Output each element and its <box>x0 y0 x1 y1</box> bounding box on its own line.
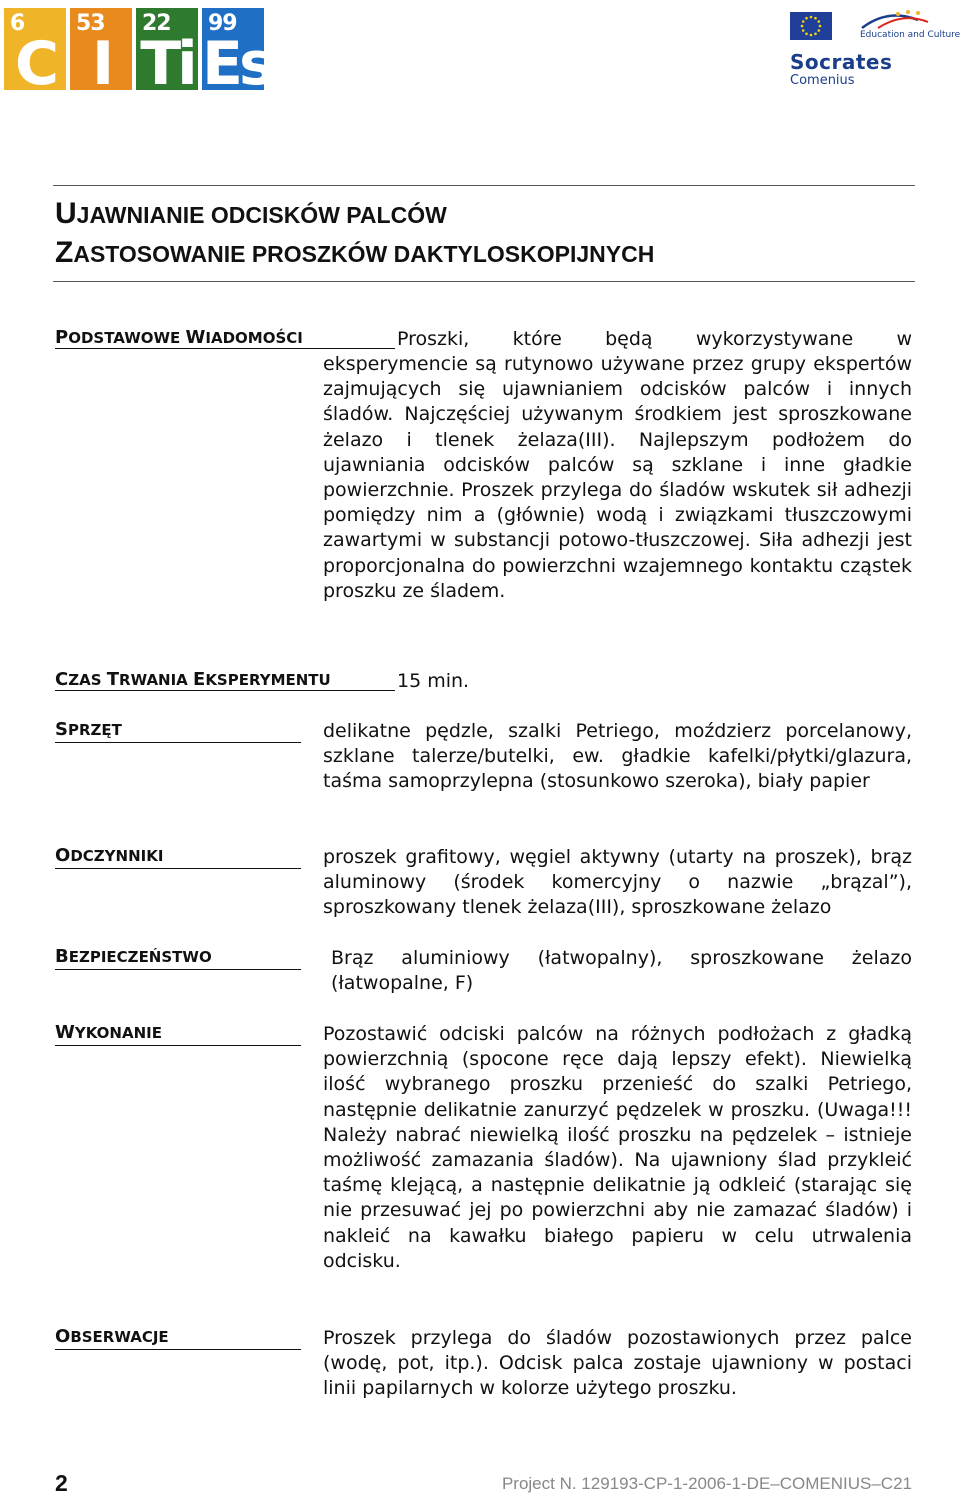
section-label-reagents: ODCZYNNIKI <box>55 846 301 869</box>
logo-tile: 53 I <box>70 8 132 90</box>
logo-tile: 99 Es <box>202 8 264 90</box>
project-number: Project N. 129193-CP-1-2006-1-DE–COMENIUS–C21 <box>501 1474 912 1493</box>
cities-logo <box>4 8 271 99</box>
section-label-safety: BEZPIECZEŃSTWO <box>55 947 301 970</box>
page-title-line1: UJAWNIANIE ODCISKÓW PALCÓW <box>55 197 447 230</box>
section-label-basics: PODSTAWOWE WIADOMOŚCI <box>55 328 395 350</box>
reagents-text: proszek grafitowy, węgiel aktywny (utarty na proszek), brąz aluminowy (środek komercyjny o nazwie „brązal”), sproszkowany tlenek żelaza(III), sproszkowane żelazo <box>323 846 912 919</box>
page-title-line2: ZASTOSOWANIE PROSZKÓW DAKTYLOSKOPIJNYCH <box>55 236 655 269</box>
comenius-logo: Comenius <box>790 73 855 88</box>
eu-flag-icon <box>790 12 832 40</box>
equipment-text: delikatne pędzle, szalki Petriego, moździerz porcelanowy, szklane talerze/butelki, ew. gładkie kafelki/płytki/glazura, taśma samoprzylepna (stosunkowo szeroka), biały papier <box>323 720 912 793</box>
observations-text: Proszek przylega do śladów pozostawionych przez palce (wodę, pot, itp.). Odcisk palca zostaje ujawniony w postaci linii papilarnych w kolorze użytego proszku. <box>323 1327 912 1400</box>
page-number: 2 <box>55 1470 68 1496</box>
section-label-procedure: WYKONANIE <box>55 1023 301 1046</box>
safety-text: Brąz aluminiowy (łatwopalny), sproszkowane żelazo (łatwopalne, F) <box>331 947 912 995</box>
duration-value: 15 min. <box>397 670 470 692</box>
education-culture-text: Education and Culture <box>860 30 960 40</box>
socrates-logo: Socrates <box>790 50 893 74</box>
logo-tile: 6 C <box>4 8 66 90</box>
education-culture-logo-icon <box>858 6 958 46</box>
basics-first-line: Proszki, które będą wykorzystywane w <box>397 328 912 350</box>
logo-tile: 22 Ti <box>136 8 198 90</box>
section-label-equipment: SPRZĘT <box>55 720 301 743</box>
procedure-text: Pozostawić odciski palców na różnych podłożach z gładką powierzchnią (spocone ręce dają lepszy efekt). Niewielką ilość wybranego proszku przenieść do szalki Petriego, następnie delikatnie zanurzyć pędzelek w proszku. (Uwaga!!! Należy nabrać niewielką ilość proszku na pędzelek – istnieje możliwość zamazania śladów). Na ujawniony ślad przykleić taśmę klejącą, a następnie delikatnie ją odkleić (starając się nie przesuwać jej po powierzchni aby nie zamazać śladów) i nakleić na kawałku białego papieru w celu utrwalenia odcisku. <box>323 1023 912 1272</box>
basics-text: eksperymencie są rutynowo używane przez grupy ekspertów zajmujących się ujawnianiem odcisków palców i innych śladów. Najczęściej używanym środkiem jest sproszkowane żelazo i tlenek żelaza(III). Najlepszym podłożem do ujawniania odcisków palców są szklane i inne gładkie powierzchnie. Proszek przylega do śladów wskutek sił adhezji pomiędzy nim a (głównie) wodą i związkami tłuszczowymi zawartymi w substancji potowo-tłuszczowej. Siła adhezji jest proporcjonalna do powierzchni wzajemnego kontaktu cząstek proszku ze śladem. <box>323 353 912 602</box>
section-label-duration: CZAS TRWANIA EKSPERYMENTU <box>55 670 395 692</box>
divider <box>53 281 915 282</box>
section-label-observations: OBSERWACJE <box>55 1327 301 1350</box>
divider <box>53 185 915 186</box>
